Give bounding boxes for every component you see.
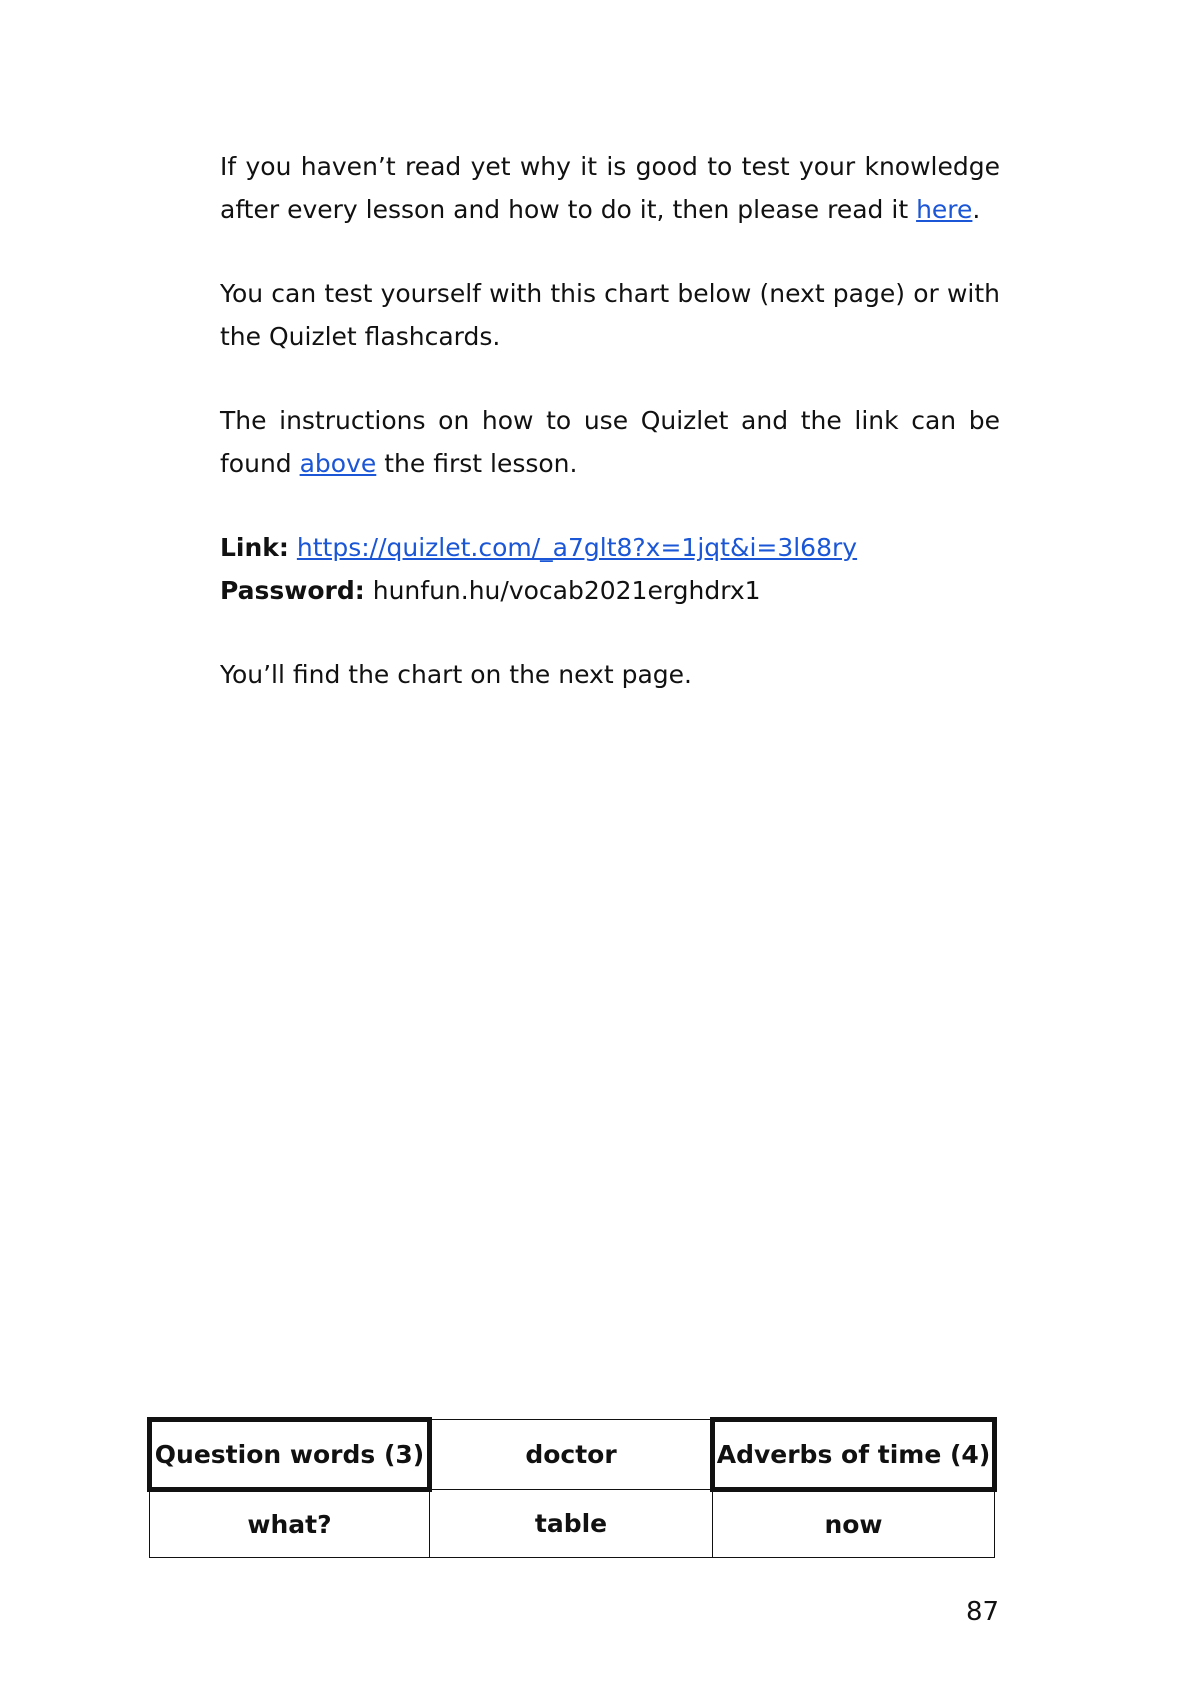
intro-paragraph-3 <box>220 399 1000 485</box>
intro-text-3: The instructions on how to use Quizlet and the link can be found <box>220 406 1000 478</box>
here-link[interactable]: here <box>916 195 973 224</box>
table-row <box>150 1420 995 1490</box>
password-line <box>220 569 1000 612</box>
intro-text-1-end: . <box>972 195 981 224</box>
link-line <box>220 526 1000 569</box>
link-label: Link: <box>220 533 289 562</box>
intro-text-3-end: the first lesson. <box>376 449 578 478</box>
above-link[interactable]: above <box>299 449 377 478</box>
table-row <box>150 1490 995 1558</box>
table-cell: what? <box>150 1490 430 1558</box>
vocabulary-table <box>147 1417 997 1558</box>
table-cell: table <box>430 1490 713 1558</box>
table-cell: doctor <box>430 1420 713 1490</box>
quizlet-url-link[interactable]: https://quizlet.com/_a7glt8?x=1jqt&i=3l68ry <box>296 533 858 562</box>
intro-paragraph-1 <box>220 145 1000 231</box>
table-cell-category: Adverbs of time (4) <box>713 1420 995 1490</box>
page-content <box>220 145 1000 696</box>
password-value: hunfun.hu/vocab2021erghdrx1 <box>372 576 761 605</box>
page-number: 87 <box>966 1597 1000 1627</box>
table-cell-category: Question words (3) <box>150 1420 430 1490</box>
closing-paragraph: You’ll find the chart on the next page. <box>220 660 692 689</box>
intro-text-1: If you haven’t read yet why it is good to test your knowledge after every lesson and how to do it, then please read it <box>220 152 1000 224</box>
credentials-block <box>220 526 1000 612</box>
password-label: Password: <box>220 576 365 605</box>
table-cell: now <box>713 1490 995 1558</box>
intro-paragraph-2: You can test yourself with this chart below (next page) or with the Quizlet flashcards. <box>220 279 1000 351</box>
